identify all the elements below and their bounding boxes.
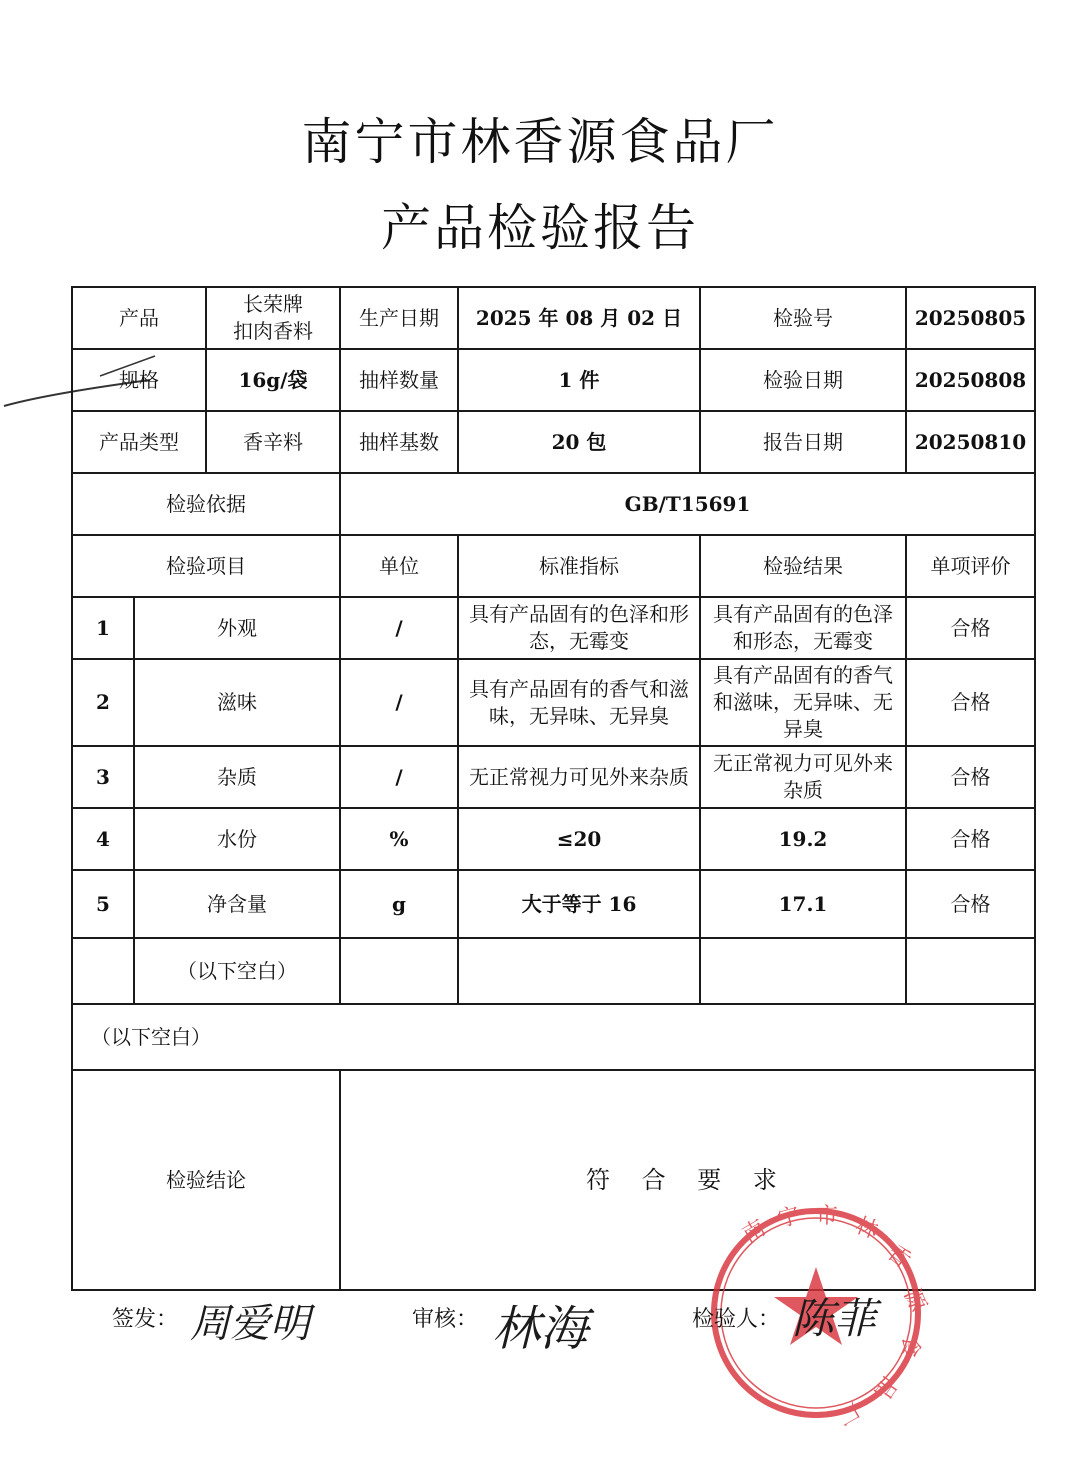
item-standard: 具有产品固有的色泽和形态，无霉变 xyxy=(458,597,700,659)
item-result: 具有产品固有的香气和滋味，无异味、无异臭 xyxy=(700,659,906,746)
blank-cell xyxy=(906,938,1035,1004)
blank-note-row xyxy=(72,1004,1035,1070)
sample-qty-value: 1 件 xyxy=(458,349,700,411)
info-row-1 xyxy=(72,287,1035,349)
item-result: 19.2 xyxy=(700,808,906,870)
inspection-date-value: 20250808 xyxy=(906,349,1035,411)
item-unit: / xyxy=(340,597,458,659)
item-name: 净含量 xyxy=(134,870,340,938)
item-result: 具有产品固有的色泽和形态，无霉变 xyxy=(700,597,906,659)
spec-value: 16g/袋 xyxy=(206,349,340,411)
item-evaluation: 合格 xyxy=(906,746,1035,808)
svg-text:林: 林 xyxy=(851,1213,882,1245)
blank-note-full: （以下空白） xyxy=(72,1004,1035,1070)
inspector-label: 检验人： xyxy=(692,1307,781,1332)
header-unit: 单位 xyxy=(340,535,458,597)
item-no: 3 xyxy=(72,746,134,808)
svg-text:香: 香 xyxy=(882,1240,916,1274)
svg-text:市: 市 xyxy=(816,1204,839,1229)
item-no: 1 xyxy=(72,597,134,659)
conclusion-value: 符 合 要 求 xyxy=(340,1070,1035,1290)
blank-cell xyxy=(340,938,458,1004)
item-unit: g xyxy=(340,870,458,938)
item-standard: 无正常视力可见外来杂质 xyxy=(458,746,700,808)
item-unit: / xyxy=(340,659,458,746)
item-result: 17.1 xyxy=(700,870,906,938)
production-date-value: 2025 年 08 月 02 日 xyxy=(458,287,700,349)
item-evaluation: 合格 xyxy=(906,597,1035,659)
item-no: 5 xyxy=(72,870,134,938)
inspection-no-value: 20250805 xyxy=(906,287,1035,349)
table-row xyxy=(72,808,1035,870)
item-evaluation: 合格 xyxy=(906,870,1035,938)
sample-base-value: 20 包 xyxy=(458,411,700,473)
conclusion-label: 检验结论 xyxy=(72,1070,340,1290)
product-type-value: 香辛料 xyxy=(206,411,340,473)
svg-text:源: 源 xyxy=(898,1284,931,1316)
production-date-label: 生产日期 xyxy=(340,287,458,349)
blank-note: （以下空白） xyxy=(134,938,340,1004)
item-no: 4 xyxy=(72,808,134,870)
svg-text:南: 南 xyxy=(738,1215,771,1249)
item-standard: ≤20 xyxy=(458,808,700,870)
issue-label: 签发： xyxy=(112,1307,179,1332)
svg-text:食: 食 xyxy=(896,1334,923,1359)
item-standard: 大于等于 16 xyxy=(458,870,700,938)
blank-cell xyxy=(458,938,700,1004)
header-result: 检验结果 xyxy=(700,535,906,597)
svg-text:品: 品 xyxy=(868,1371,902,1404)
basis-label: 检验依据 xyxy=(72,473,340,535)
header-item: 检验项目 xyxy=(72,535,340,597)
svg-text:厂: 厂 xyxy=(831,1395,864,1429)
inspector-signature: 陈菲 xyxy=(792,1294,877,1343)
item-unit: % xyxy=(340,808,458,870)
spec-label: 规格 xyxy=(72,349,206,411)
item-name: 外观 xyxy=(134,597,340,659)
item-standard: 具有产品固有的香气和滋味，无异味、无异臭 xyxy=(458,659,700,746)
item-evaluation: 合格 xyxy=(906,808,1035,870)
table-row xyxy=(72,870,1035,938)
inspection-no-label: 检验号 xyxy=(700,287,906,349)
item-name: 滋味 xyxy=(134,659,340,746)
sample-qty-label: 抽样数量 xyxy=(340,349,458,411)
header-evaluation: 单项评价 xyxy=(906,535,1035,597)
item-evaluation: 合格 xyxy=(906,659,1035,746)
review-signature: 林海 xyxy=(492,1301,589,1357)
table-row xyxy=(72,659,1035,746)
issue-signature: 周爱明 xyxy=(190,1301,310,1347)
info-row-3 xyxy=(72,411,1035,473)
items-header-row xyxy=(72,535,1035,597)
item-name: 杂质 xyxy=(134,746,340,808)
sample-base-label: 抽样基数 xyxy=(340,411,458,473)
item-no: 2 xyxy=(72,659,134,746)
product-type-label: 产品类型 xyxy=(72,411,206,473)
table-row xyxy=(72,597,1035,659)
blank-cell xyxy=(72,938,134,1004)
company-name: 南宁市林香源食品厂 xyxy=(301,113,779,171)
item-name: 水份 xyxy=(134,808,340,870)
info-row-2 xyxy=(72,349,1035,411)
report-title: 产品检验报告 xyxy=(381,199,699,257)
product-value: 长荣牌 扣肉香料 xyxy=(206,287,340,349)
item-result: 无正常视力可见外来杂质 xyxy=(700,746,906,808)
basis-value: GB/T15691 xyxy=(340,473,1035,535)
blank-cell xyxy=(700,938,906,1004)
inspection-report-table xyxy=(71,286,1036,1291)
report-date-value: 20250810 xyxy=(906,411,1035,473)
review-label: 审核： xyxy=(412,1307,479,1332)
blank-row xyxy=(72,938,1035,1004)
item-unit: / xyxy=(340,746,458,808)
svg-text:宁: 宁 xyxy=(775,1202,803,1233)
header-standard: 标准指标 xyxy=(458,535,700,597)
report-date-label: 报告日期 xyxy=(700,411,906,473)
table-row xyxy=(72,746,1035,808)
basis-row xyxy=(72,473,1035,535)
inspection-date-label: 检验日期 xyxy=(700,349,906,411)
product-label: 产品 xyxy=(72,287,206,349)
